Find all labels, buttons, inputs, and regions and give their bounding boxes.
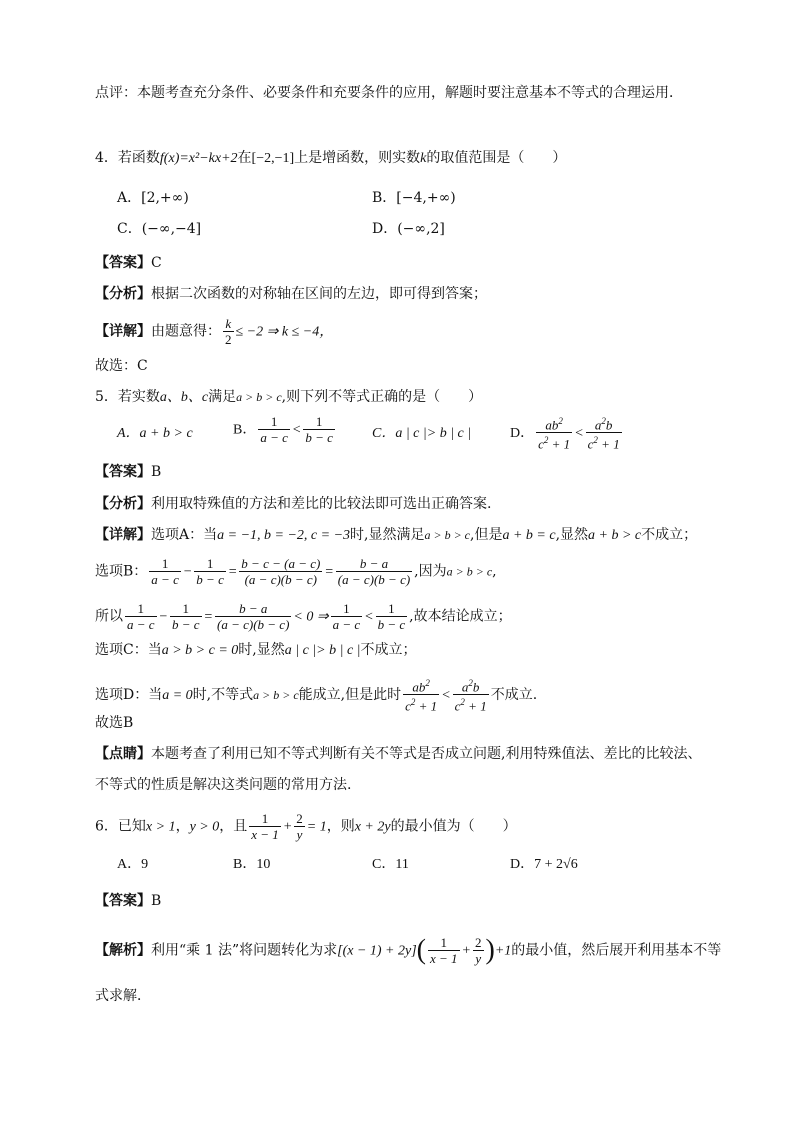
one: 1 [331,601,363,617]
den: b − c [305,430,333,445]
frac [473,935,484,966]
num: b − a [336,556,412,572]
frac [149,556,181,587]
one: 1 [428,935,460,951]
frac [331,601,363,632]
t: 的最小值，然后展开利用基本不等 [511,942,722,959]
t: 所以 [95,608,123,625]
den: a − c [260,430,288,445]
t: 选项D：当 [95,686,163,703]
q4-num: 4．若函数 [95,150,160,166]
q6-option-c: C．11 [372,857,409,872]
t: 不成立. [490,686,538,703]
q5-stem-c: 满足 [208,389,237,405]
detail-tag: 【详解】 [95,323,151,340]
op: + [461,943,471,959]
vals: a = −1, b = −2, c = −3 [217,528,351,543]
t: 不成立； [360,642,417,658]
one: 1 [194,556,226,572]
eq: a + b = c [502,528,556,543]
lt: < [574,425,584,441]
one: 1 [376,601,408,617]
q4-option-a: A．[2,+∞) [117,190,189,206]
expr: [(x − 1) + 2y] [337,943,417,959]
plus1: +1 [494,943,512,959]
q5-detail-b [95,556,497,587]
one: 1 [170,601,202,617]
q5-comment-2: 不等式的性质是解决这类问题的常用方法. [95,777,352,793]
den: (a − c)(b − c) [217,617,290,632]
q5-optb-frac1 [258,414,290,445]
q5-stem-e: ,则下列不等式正确的是（ ） [281,389,483,405]
t: ,显然 [555,527,589,543]
den: x − 1 [430,951,458,966]
cond: a > b > c [446,564,493,579]
q6-analysis [95,935,721,966]
answer-value: B [151,464,162,480]
op: − [182,564,193,580]
analysis-text: 利用取特殊值的方法和差比的比较法即可选出正确答案. [151,496,492,512]
frac [336,556,412,587]
q5-optb-label: B． [233,422,257,438]
t: ，则 [326,818,355,835]
cond: x > 1 [145,819,176,835]
frac [403,676,439,714]
frac [194,556,226,587]
q5-optd-frac2 [586,414,622,452]
q5-optd-label: D． [510,425,535,441]
t: 6．已知 [95,818,146,835]
q5-option-a: A．a + b > c [117,426,193,441]
frac [376,601,408,632]
op: < [441,687,451,703]
one: 1 [149,556,181,572]
q5-comment-1 [95,744,701,764]
analysis-tag: 【解析】 [95,942,151,959]
q4-analysis [95,284,487,304]
q4-option-d: D．(−∞,2] [372,221,445,237]
den: b − c [196,572,224,587]
two: 2 [475,935,482,950]
q5-option-c: C．a | c |> b | c | [372,426,472,441]
q6-option-b: B．10 [233,857,271,872]
num: b − c − (a − c) [241,556,321,571]
t: ，且 [219,818,248,835]
op: < [364,609,374,625]
one: 1 [249,811,281,827]
den: (a − c)(b − c) [244,572,317,587]
t: , [492,563,497,580]
review-line: 点评：本题考查充分条件、必要条件和充要条件的应用，解题时要注意基本不等式的合理运用． [95,85,683,101]
expr: x + 2y [354,819,391,835]
comment-tag: 【点睛】 [95,746,151,762]
den: a − c [151,572,179,587]
detail-pre: 由题意得： [151,323,221,340]
t: 不成立； [641,527,698,543]
den: $c^2 + 1$ [538,435,571,452]
t: 利用“乘 1 法”将问题转化为求 [151,942,338,959]
num: $ab^2$ [536,414,572,433]
frac [215,601,291,632]
den: $c^2 + 1$ [454,697,487,714]
t: 的最小值为（ ） [390,818,517,835]
frac-den: 2 [225,332,232,347]
q5-analysis [95,494,491,514]
q5-detail-d [95,676,537,714]
num: $a^2b$ [453,676,489,695]
one: 1 [258,414,290,430]
q6-option-a: A．9 [117,857,149,872]
t: 选项B： [95,563,148,580]
q5-stem-a: 5．若实数 [95,389,160,405]
analysis-tag: 【分析】 [95,496,151,512]
q6-option-d: D．7 + 2√6 [510,857,578,872]
answer-tag: 【答案】 [95,255,151,271]
den: b − c [377,617,406,632]
den: $c^2 + 1$ [405,697,438,714]
q5-option-d [510,414,624,452]
frac [170,601,202,632]
cond: a > b > c = 0 [161,643,239,658]
one: 1 [125,601,157,617]
rparen: ) [485,934,495,966]
op: − [158,609,168,625]
q5-cond: a > b > c [236,390,282,404]
answer-value: C [151,255,162,271]
t: 时,显然 [238,642,285,658]
lt: < [291,422,302,438]
detail-post: ≤ −2 ⇒ k ≤ −4， [235,324,334,340]
q5-optb-frac2 [303,414,335,445]
q5-choose: 故选B [95,715,134,731]
ineq: a | c |> b | c | [284,643,361,658]
q4-option-c: C．(−∞,−4] [117,221,202,237]
den: b − c [172,617,200,632]
t: ,故本结论成立； [409,608,512,625]
q4-interval: [−2,−1] [251,151,295,166]
den: y [475,951,482,966]
ineq: a + b > c [588,528,642,543]
question-4-stem [95,148,566,169]
lparen: ( [416,934,426,966]
detail-tag: 【详解】 [95,527,151,543]
frac [453,676,489,714]
t: ， [175,818,190,835]
question-6-stem [95,811,517,842]
den: a − c [127,617,155,632]
q5-detail-a [95,525,697,546]
q4-k: k [420,151,427,166]
den: (a − c)(b − c) [337,572,411,587]
q4-mid: 在 [237,150,252,166]
q4-option-b: B．[−4,+∞) [372,190,456,206]
t: 能成立,但是此时 [298,686,402,703]
q4-tail: 上是增函数，则实数 [294,150,421,166]
q4-tail2: 的取值范围是（ ） [426,150,567,166]
q5-answer [95,462,161,482]
q5-optd-frac1 [536,414,572,452]
answer-value: B [151,893,162,909]
frac [125,601,157,632]
num: $a^2b$ [586,414,622,433]
frac-num: k [223,316,234,332]
q5-detail-c [95,640,417,661]
t: 选项A：当 [151,527,218,543]
t: ,但是 [470,527,503,543]
op: + [282,819,293,835]
comment-text: 本题考查了利用已知不等式判断有关不等式是否成立问题,利用特殊值法、差比的比较法、 [151,746,702,762]
cond: a > b > c [253,687,299,702]
cond: a > b > c [424,528,471,542]
t: ,因为 [414,563,447,580]
frac [249,811,281,842]
den: $c^2 + 1$ [587,435,620,452]
eq: = 1 [306,819,327,835]
q5-detail-b2 [95,601,512,632]
cond: y > 0 [189,819,220,835]
analysis-text: 根据二次函数的对称轴在区间的左边，即可得到答案； [151,286,487,302]
q4-function: f(x)=x²−kx+2 [159,151,238,166]
op: < 0 ⇒ [293,609,329,625]
op: = [324,564,334,580]
q5-option-b [233,414,337,445]
q4-choose: 故选：C [95,358,148,374]
op: = [203,609,213,625]
frac [239,556,322,587]
den: y [296,827,303,842]
answer-tag: 【答案】 [95,464,151,480]
q6-analysis-2: 式求解． [95,988,151,1004]
q4-fraction [223,316,234,347]
op: = [227,564,238,580]
t: 时,不等式 [192,686,254,703]
num: b − a [215,601,291,617]
question-5-stem [95,387,482,408]
q4-answer [95,253,162,273]
q5-vars: a、b、c [159,390,209,405]
q6-answer [95,891,161,911]
two: 2 [296,811,303,826]
t: 时,显然满足 [350,527,425,543]
q4-detail [95,316,333,347]
num: $ab^2$ [403,676,439,695]
t: 选项C：当 [95,642,162,658]
frac [428,935,460,966]
frac [294,811,305,842]
analysis-tag: 【分析】 [95,286,151,302]
answer-tag: 【答案】 [95,893,151,909]
val: a = 0 [162,687,193,703]
den: x − 1 [251,827,279,842]
den: a − c [332,617,361,632]
one: 1 [303,414,335,430]
